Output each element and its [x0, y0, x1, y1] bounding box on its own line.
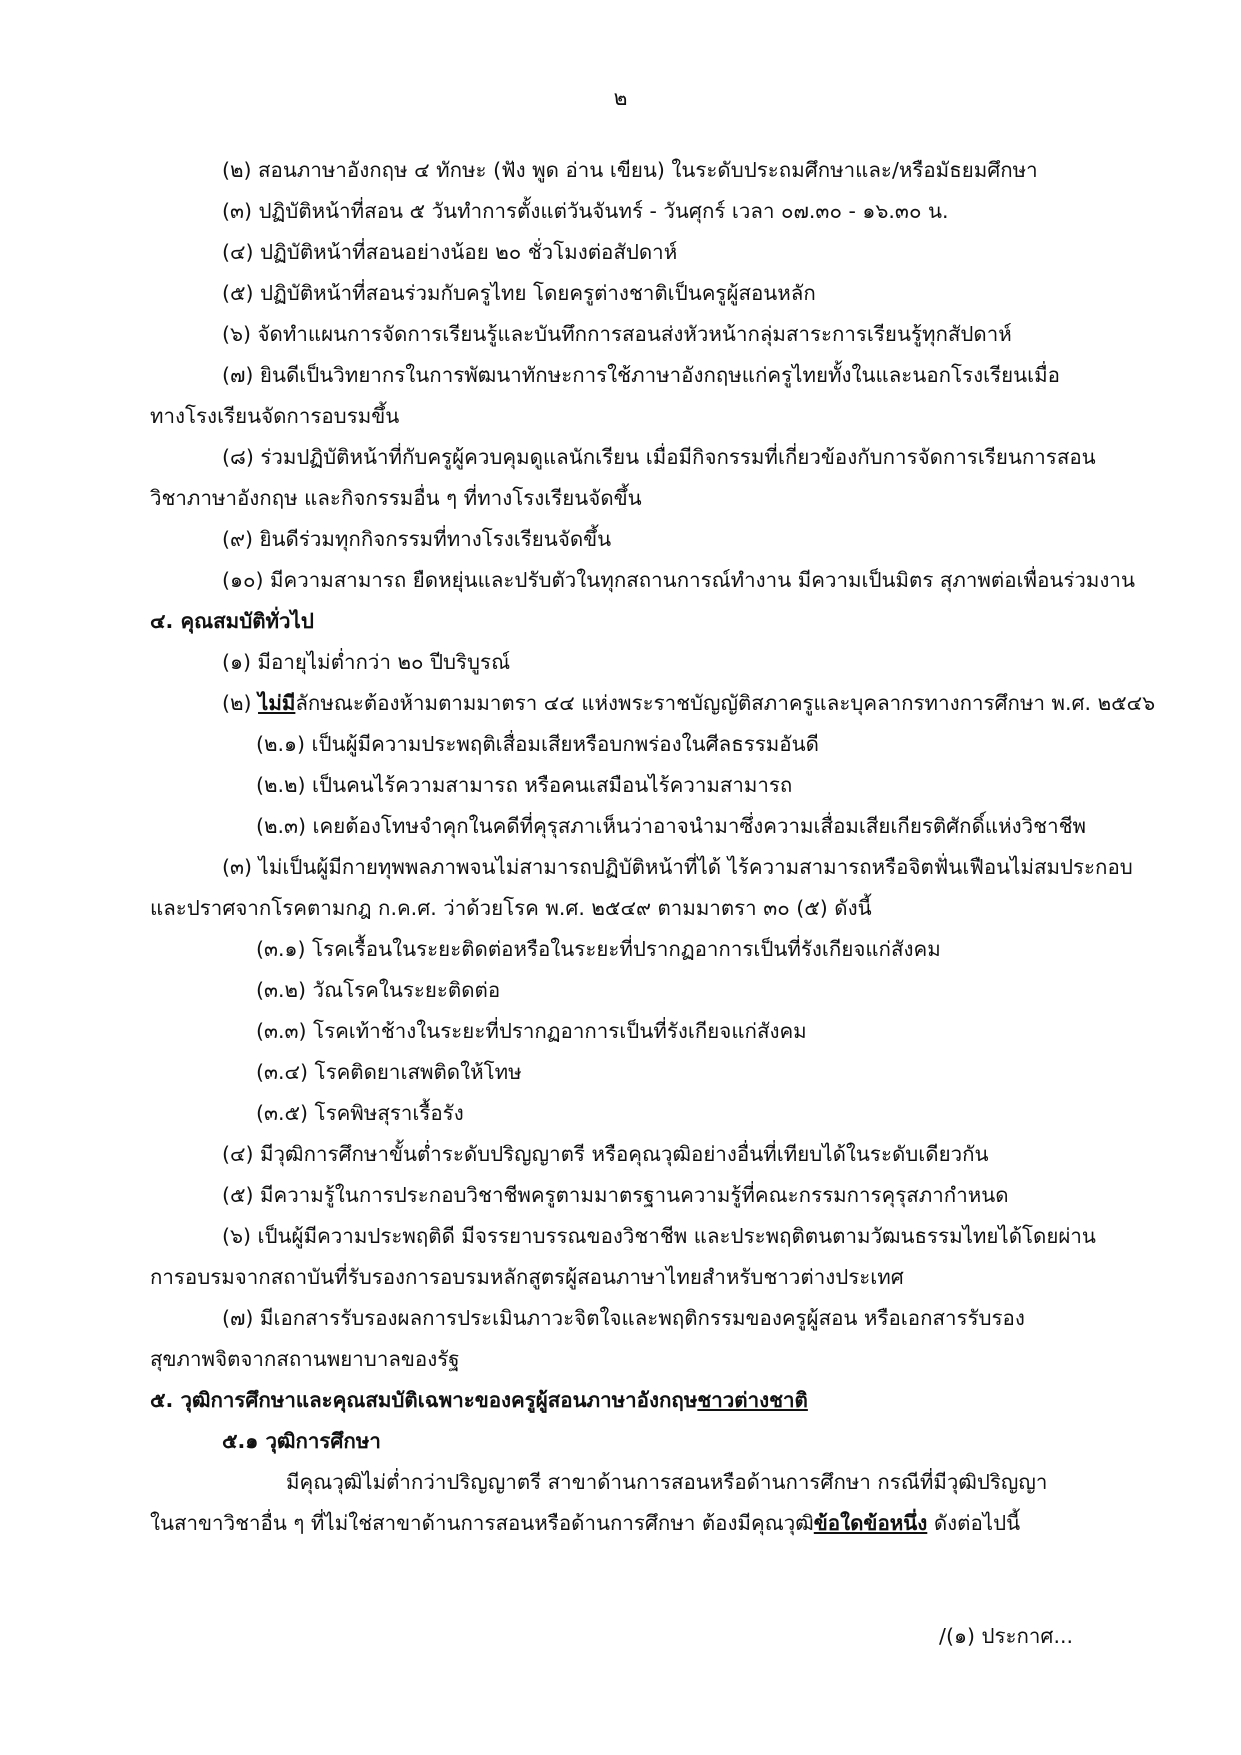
qualification-7: (๗) มีเอกสารรับรองผลการประเมินภาวะจิตใจและพฤติกรรมของครูผู้สอน หรือเอกสารรับรอง [222, 1306, 1025, 1330]
education-paragraph-text: ในสาขาวิชาอื่น ๆ ที่ไม่ใช่สาขาด้านการสอนหรือด้านการศึกษา ต้องมีคุณวุฒิ [150, 1511, 814, 1535]
qualification-2-prefix: (๒) [222, 691, 259, 715]
section-5-1-heading: ๕.๑ วุฒิการศึกษา [222, 1429, 381, 1453]
duty-item-5: (๕) ปฏิบัติหน้าที่สอนร่วมกับครูไทย โดยครูต่างชาติเป็นครูผู้สอนหลัก [222, 281, 816, 305]
qualification-2-1: (๒.๑) เป็นผู้มีความประพฤติเสื่อมเสียหรือบกพร่องในศีลธรรมอันดี [256, 732, 819, 756]
qualification-2-3: (๒.๓) เคยต้องโทษจำคุกในคดีที่คุรุสภาเห็นว่าอาจนำมาซึ่งความเสื่อมเสียเกียรติศักดิ์แห่งวิชาชีพ [256, 814, 1087, 838]
qualification-2-text: ลักษณะต้องห้ามตามมาตรา ๔๔ แห่งพระราชบัญญัติสภาครูและบุคลากรทางการศึกษา พ.ศ. ๒๕๔๖ [295, 691, 1156, 715]
education-paragraph: มีคุณวุฒิไม่ต่ำกว่าปริญญาตรี สาขาด้านการสอนหรือด้านการศึกษา กรณีที่มีวุฒิปริญญา [286, 1470, 1048, 1494]
disease-3-3: (๓.๓) โรคเท้าช้างในระยะที่ปรากฏอาการเป็นที่รังเกียจแก่สังคม [256, 1019, 807, 1043]
page-number: ๒ [613, 86, 628, 110]
duty-item-4: (๔) ปฏิบัติหน้าที่สอนอย่างน้อย ๒๐ ชั่วโมงต่อสัปดาห์ [222, 240, 678, 264]
qualification-2-2: (๒.๒) เป็นคนไร้ความสามารถ หรือคนเสมือนไร้ความสามารถ [256, 773, 793, 797]
document-body [150, 150, 1156, 1544]
qualification-7-cont: สุขภาพจิตจากสถานพยาบาลของรัฐ [150, 1347, 460, 1371]
disease-3-2: (๓.๒) วัณโรคในระยะติดต่อ [256, 978, 501, 1002]
continuation-note: /(๑) ประกาศ... [939, 1624, 1073, 1648]
qualification-6-cont: การอบรมจากสถาบันที่รับรองการอบรมหลักสูตรผู้สอนภาษาไทยสำหรับชาวต่างประเทศ [150, 1265, 904, 1289]
education-paragraph-emphasis: ข้อใดข้อหนึ่ง [813, 1511, 928, 1535]
qualification-2-emphasis: ไม่มี [258, 691, 296, 715]
education-paragraph-cont [150, 1503, 1150, 1544]
duty-item-2: (๒) สอนภาษาอังกฤษ ๔ ทักษะ (ฟัง พูด อ่าน เขียน) ในระดับประถมศึกษาและ/หรือมัธยมศึกษา [222, 158, 1038, 182]
duty-item-7: (๗) ยินดีเป็นวิทยากรในการพัฒนาทักษะการใช้ภาษาอังกฤษแก่ครูไทยทั้งในและนอกโรงเรียนเมื่อ [222, 363, 1060, 387]
duty-item-8: (๘) ร่วมปฏิบัติหน้าที่กับครูผู้ควบคุมดูแลนักเรียน เมื่อมีกิจกรรมที่เกี่ยวข้องกับการจัดการเรียนการสอน [222, 445, 1096, 469]
disease-3-5: (๓.๕) โรคพิษสุราเรื้อรัง [256, 1101, 464, 1125]
duty-item-7-cont: ทางโรงเรียนจัดการอบรมขึ้น [150, 404, 400, 428]
education-paragraph-suffix: ดังต่อไปนี้ [927, 1511, 1021, 1535]
duty-item-8-cont: วิชาภาษาอังกฤษ และกิจกรรมอื่น ๆ ที่ทางโรงเรียนจัดขึ้น [150, 486, 642, 510]
duty-item-6: (๖) จัดทำแผนการจัดการเรียนรู้และบันทึกการสอนส่งหัวหน้ากลุ่มสาระการเรียนรู้ทุกสัปดาห์ [222, 322, 1012, 346]
qualification-3-cont: และปราศจากโรคตามกฎ ก.ค.ศ. ว่าด้วยโรค พ.ศ. ๒๕๔๙ ตามมาตรา ๓๐ (๕) ดังนี้ [150, 896, 872, 920]
duty-item-3: (๓) ปฏิบัติหน้าที่สอน ๕ วันทำการตั้งแต่วันจันทร์ - วันศุกร์ เวลา ๐๗.๓๐ - ๑๖.๓๐ น. [222, 199, 949, 223]
disease-3-1: (๓.๑) โรคเรื้อนในระยะติดต่อหรือในระยะที่ปรากฏอาการเป็นที่รังเกียจแก่สังคม [256, 937, 941, 961]
section-5-heading [150, 1380, 1150, 1421]
qualification-2 [150, 683, 1156, 724]
section-5-heading-emphasis: ชาวต่างชาติ [697, 1388, 808, 1412]
section-5-heading-text: ๕. วุฒิการศึกษาและคุณสมบัติเฉพาะของครูผู้สอนภาษาอังกฤษ [150, 1388, 698, 1412]
qualification-4: (๔) มีวุฒิการศึกษาขั้นต่ำระดับปริญญาตรี หรือคุณวุฒิอย่างอื่นที่เทียบได้ในระดับเดียวกัน [222, 1142, 989, 1166]
qualification-3: (๓) ไม่เป็นผู้มีกายทุพพลภาพจนไม่สามารถปฏิบัติหน้าที่ได้ ไร้ความสามารถหรือจิตฟั่นเฟือนไม่สมประกอบ [222, 855, 1133, 879]
qualification-1: (๑) มีอายุไม่ต่ำกว่า ๒๐ ปีบริบูรณ์ [222, 650, 511, 674]
section-4-heading: ๔. คุณสมบัติทั่วไป [150, 609, 314, 633]
duty-item-9: (๙) ยินดีร่วมทุกกิจกรรมที่ทางโรงเรียนจัดขึ้น [222, 527, 612, 551]
qualification-5: (๕) มีความรู้ในการประกอบวิชาชีพครูตามมาตรฐานความรู้ที่คณะกรรมการคุรุสภากำหนด [222, 1183, 1009, 1207]
qualification-6: (๖) เป็นผู้มีความประพฤติดี มีจรรยาบรรณของวิชาชีพ และประพฤติตนตามวัฒนธรรมไทยได้โดยผ่าน [222, 1224, 1096, 1248]
disease-3-4: (๓.๔) โรคติดยาเสพติดให้โทษ [256, 1060, 522, 1084]
duty-item-10: (๑๐) มีความสามารถ ยืดหยุ่นและปรับตัวในทุกสถานการณ์ทำงาน มีความเป็นมิตร สุภาพต่อเพื่อนร่วมงาน [222, 568, 1135, 592]
